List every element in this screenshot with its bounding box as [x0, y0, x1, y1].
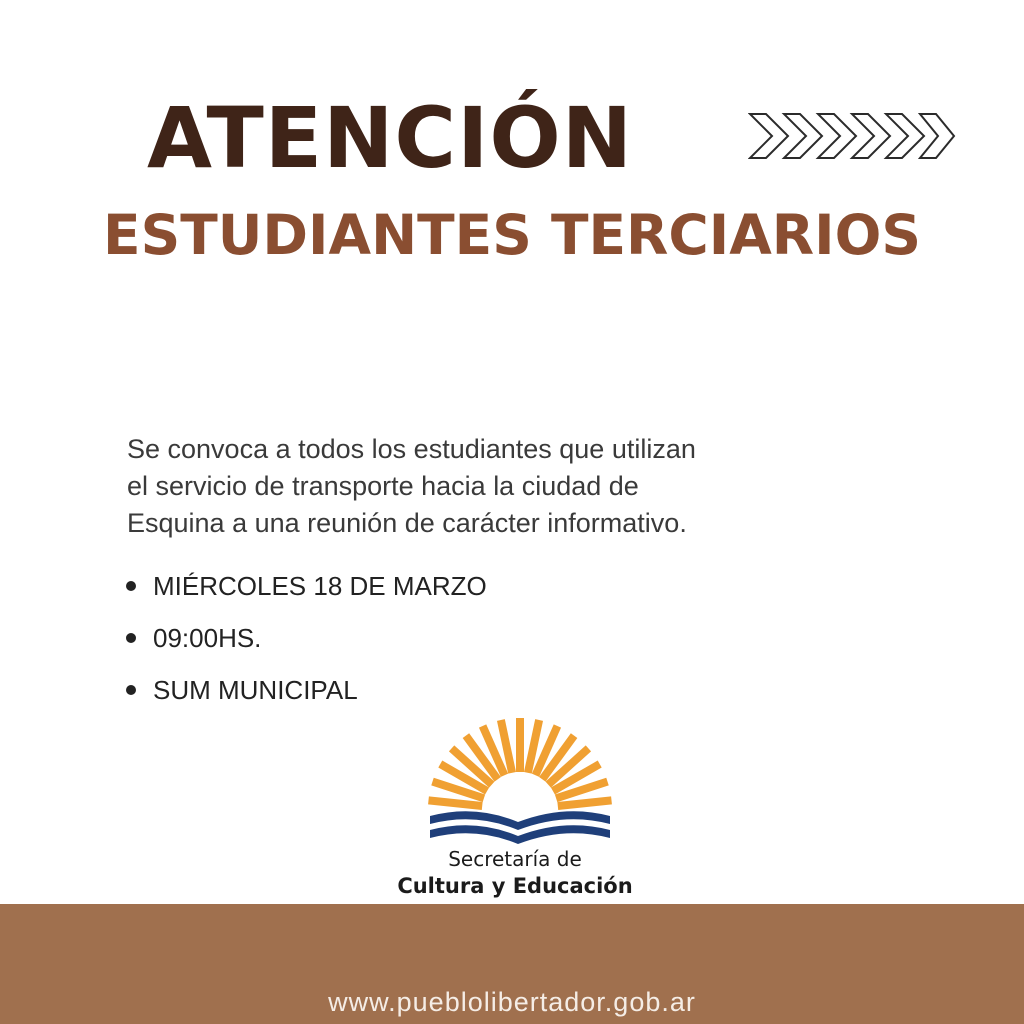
double-chevron-right-icon [748, 106, 958, 166]
event-time: 09:00HS. [153, 623, 262, 653]
page-title: ATENCIÓN [146, 89, 634, 187]
event-location: SUM MUNICIPAL [153, 675, 358, 705]
list-item [126, 618, 487, 670]
list-item [126, 566, 487, 618]
bullet-icon [126, 633, 136, 643]
announcement-line: Esquina a una reunión de carácter informativo. [127, 508, 687, 538]
sun-ray [558, 800, 612, 806]
announcement-line: el servicio de transporte hacia la ciudad de [127, 471, 639, 501]
sun-over-open-book-icon [420, 718, 620, 848]
announcement-line: Se convoca a todos los estudiantes que utilizan [127, 434, 696, 464]
logo-text-line2: Cultura y Educación [397, 874, 633, 898]
footer-url[interactable]: www.pueblolibertador.gob.ar [328, 987, 696, 1017]
bullet-icon [126, 685, 136, 695]
sun-ray [429, 800, 483, 806]
list-item [126, 670, 487, 722]
event-details-list [126, 566, 487, 722]
bullet-icon [126, 581, 136, 591]
footer-bar [0, 904, 1024, 1024]
page-subtitle: ESTUDIANTES TERCIARIOS [103, 203, 921, 267]
announcement-text [127, 431, 847, 542]
logo-text-line1: Secretaría de [448, 847, 582, 871]
secretaria-logo [397, 718, 633, 900]
event-date: MIÉRCOLES 18 DE MARZO [153, 571, 487, 601]
